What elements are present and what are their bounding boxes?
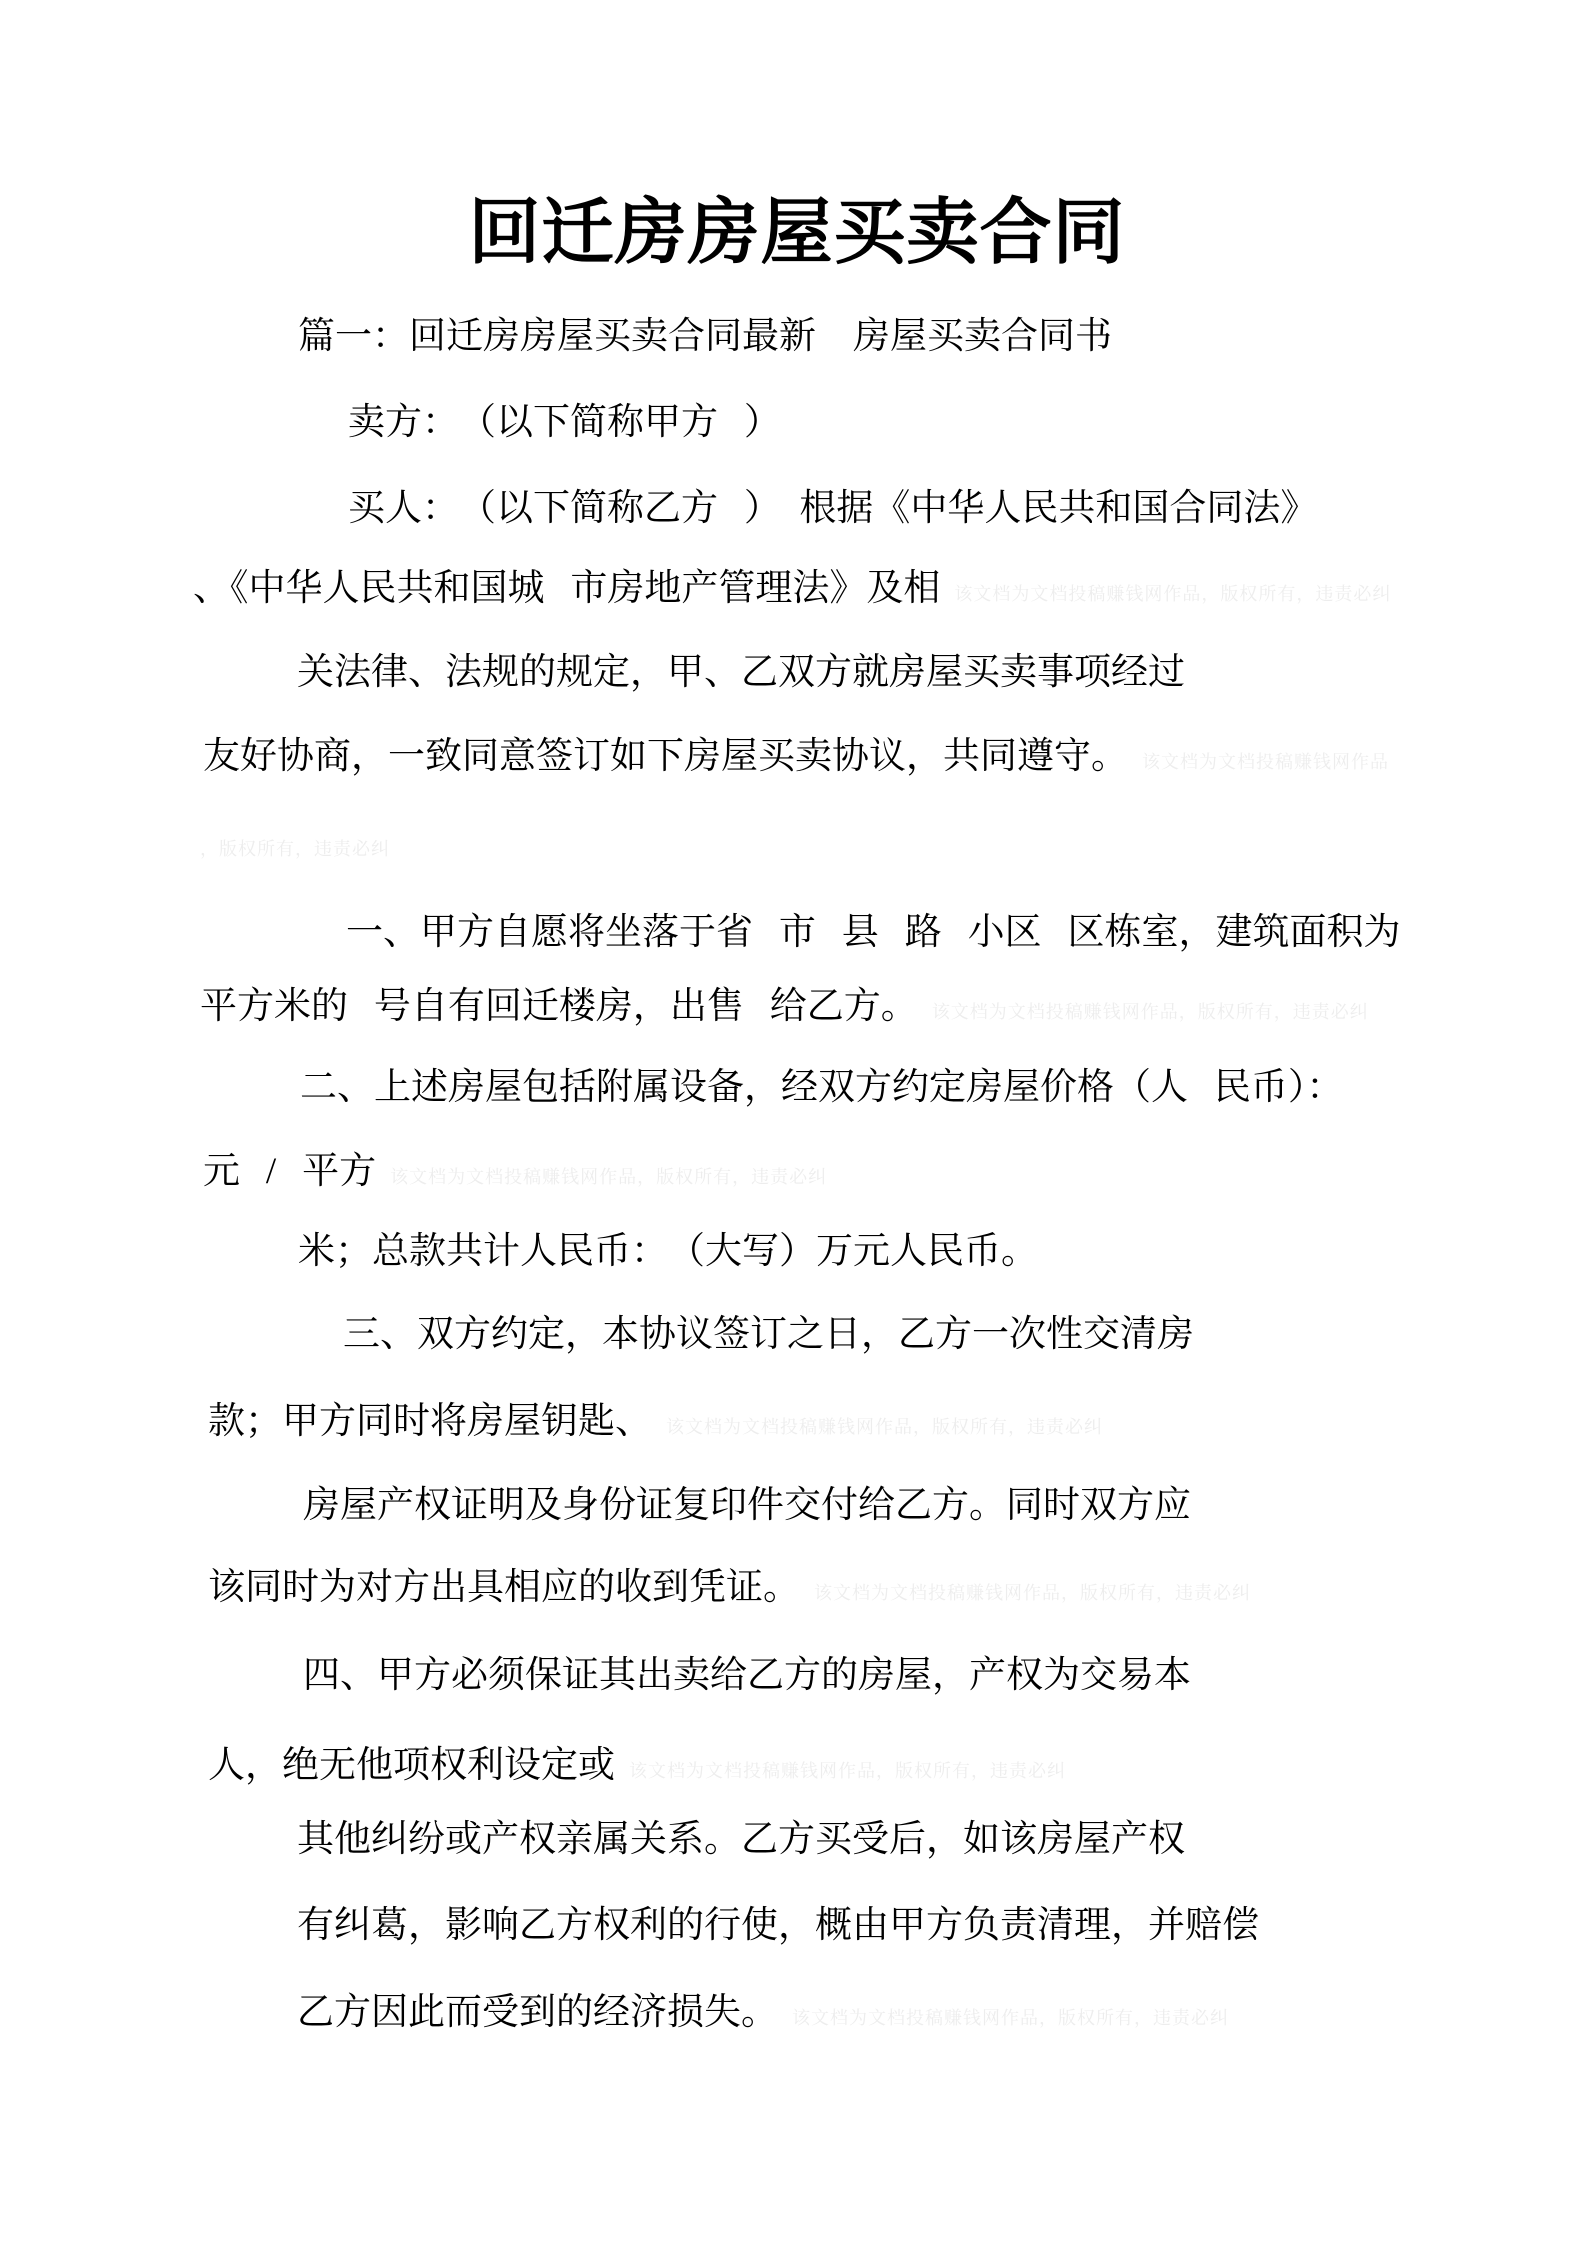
watermark-text: 该文档为文档投稿赚钱网作品，版权所有，违责必纠 xyxy=(931,1002,1369,1022)
paragraph-text: 一、甲方自愿将坐落于省 市 县 路 小区 区栋室，建筑面积为 xyxy=(346,912,1401,953)
paragraph-text: 四、甲方必须保证其出卖给乙方的房屋，产权为交易本 xyxy=(303,1655,1191,1696)
paragraph-line xyxy=(297,1818,1199,1862)
paragraph-line xyxy=(303,1484,1205,1528)
paragraph-text: 卖方： （以下简称甲方 ） xyxy=(348,402,781,443)
paragraph-text: 二、上述房屋包括附属设备，经双方约定房屋价格（人 民币）： xyxy=(300,1067,1344,1108)
watermark-text: 该文档为文档投稿赚钱网作品，版权所有，违责必纠 xyxy=(792,2008,1229,2028)
paragraph-text: 有纠葛，影响乙方权利的行使，概由甲方负责清理，并赔偿 xyxy=(297,1905,1259,1946)
watermark-text: ，版权所有，违责必纠 xyxy=(200,839,390,859)
watermark-text: 该文档为文档投稿赚钱网作品 xyxy=(1142,752,1389,772)
paragraph-text: 款；甲方同时将房屋钥匙、 xyxy=(208,1401,652,1442)
paragraph-line xyxy=(298,315,1126,359)
paragraph-line xyxy=(300,1066,1357,1110)
paragraph-line xyxy=(297,1991,1229,2035)
document-title: 回迁房房屋买卖合同 xyxy=(468,193,1126,273)
paragraph-line xyxy=(297,651,1199,695)
paragraph-line xyxy=(348,487,1331,531)
paragraph-line xyxy=(208,1400,1103,1444)
paragraph-line xyxy=(303,1654,1205,1698)
paragraph-line xyxy=(297,1904,1273,1948)
paragraph-line xyxy=(346,911,1415,955)
paragraph-text: 、《中华人民共和国城 市房地产管理法》及相 xyxy=(193,568,941,609)
paragraph-line xyxy=(343,1313,1208,1357)
paragraph-text: 该同时为对方出具相应的收到凭证。 xyxy=(208,1567,800,1608)
paragraph-line xyxy=(208,1744,1066,1788)
paragraph-line xyxy=(200,985,1369,1029)
paragraph-line xyxy=(193,567,1391,611)
paragraph-text: 平方米的 号自有回迁楼房，出售 给乙方。 xyxy=(200,986,918,1027)
paragraph-text: 篇一：回迁房房屋买卖合同最新 房屋买卖合同书 xyxy=(298,316,1112,357)
paragraph-text: 其他纠纷或产权亲属关系。乙方买受后，如该房屋产权 xyxy=(297,1819,1185,1860)
watermark-text: 该文档为文档投稿赚钱网作品，版权所有，违责必纠 xyxy=(629,1761,1066,1781)
paragraph-line xyxy=(203,1150,827,1194)
watermark-text: 该文档为文档投稿赚钱网作品，版权所有，违责必纠 xyxy=(390,1167,828,1187)
paragraph-text: 买人： （以下简称乙方 ） 根据《中华人民共和国合同法》 xyxy=(348,488,1318,529)
paragraph-text: 友好协商，一致同意签订如下房屋买卖协议，共同遵守。 xyxy=(203,736,1128,777)
paragraph-text: 房屋产权证明及身份证复印件交付给乙方。同时双方应 xyxy=(303,1485,1191,1526)
paragraph-text: 乙方因此而受到的经济损失。 xyxy=(297,1992,778,2033)
watermark-text: 该文档为文档投稿赚钱网作品，版权所有，违责必纠 xyxy=(814,1583,1251,1603)
watermark-line xyxy=(200,822,390,866)
paragraph-line xyxy=(208,1566,1251,1610)
paragraph-text: 人，绝无他项权利设定或 xyxy=(208,1745,615,1786)
paragraph-line xyxy=(203,735,1389,779)
paragraph-line xyxy=(348,401,795,445)
watermark-text: 该文档为文档投稿赚钱网作品，版权所有，违责必纠 xyxy=(954,584,1392,604)
paragraph-text: 米；总款共计人民币： （大写）万元人民币。 xyxy=(298,1231,1038,1272)
paragraph-text: 三、双方约定，本协议签订之日，乙方一次性交清房 xyxy=(343,1314,1194,1355)
watermark-text: 该文档为文档投稿赚钱网作品，版权所有，违责必纠 xyxy=(666,1417,1103,1437)
paragraph-text: 关法律、法规的规定，甲、乙双方就房屋买卖事项经过 xyxy=(297,652,1185,693)
paragraph-line xyxy=(298,1230,1052,1274)
paragraph-text: 元 / 平方 xyxy=(203,1151,377,1192)
